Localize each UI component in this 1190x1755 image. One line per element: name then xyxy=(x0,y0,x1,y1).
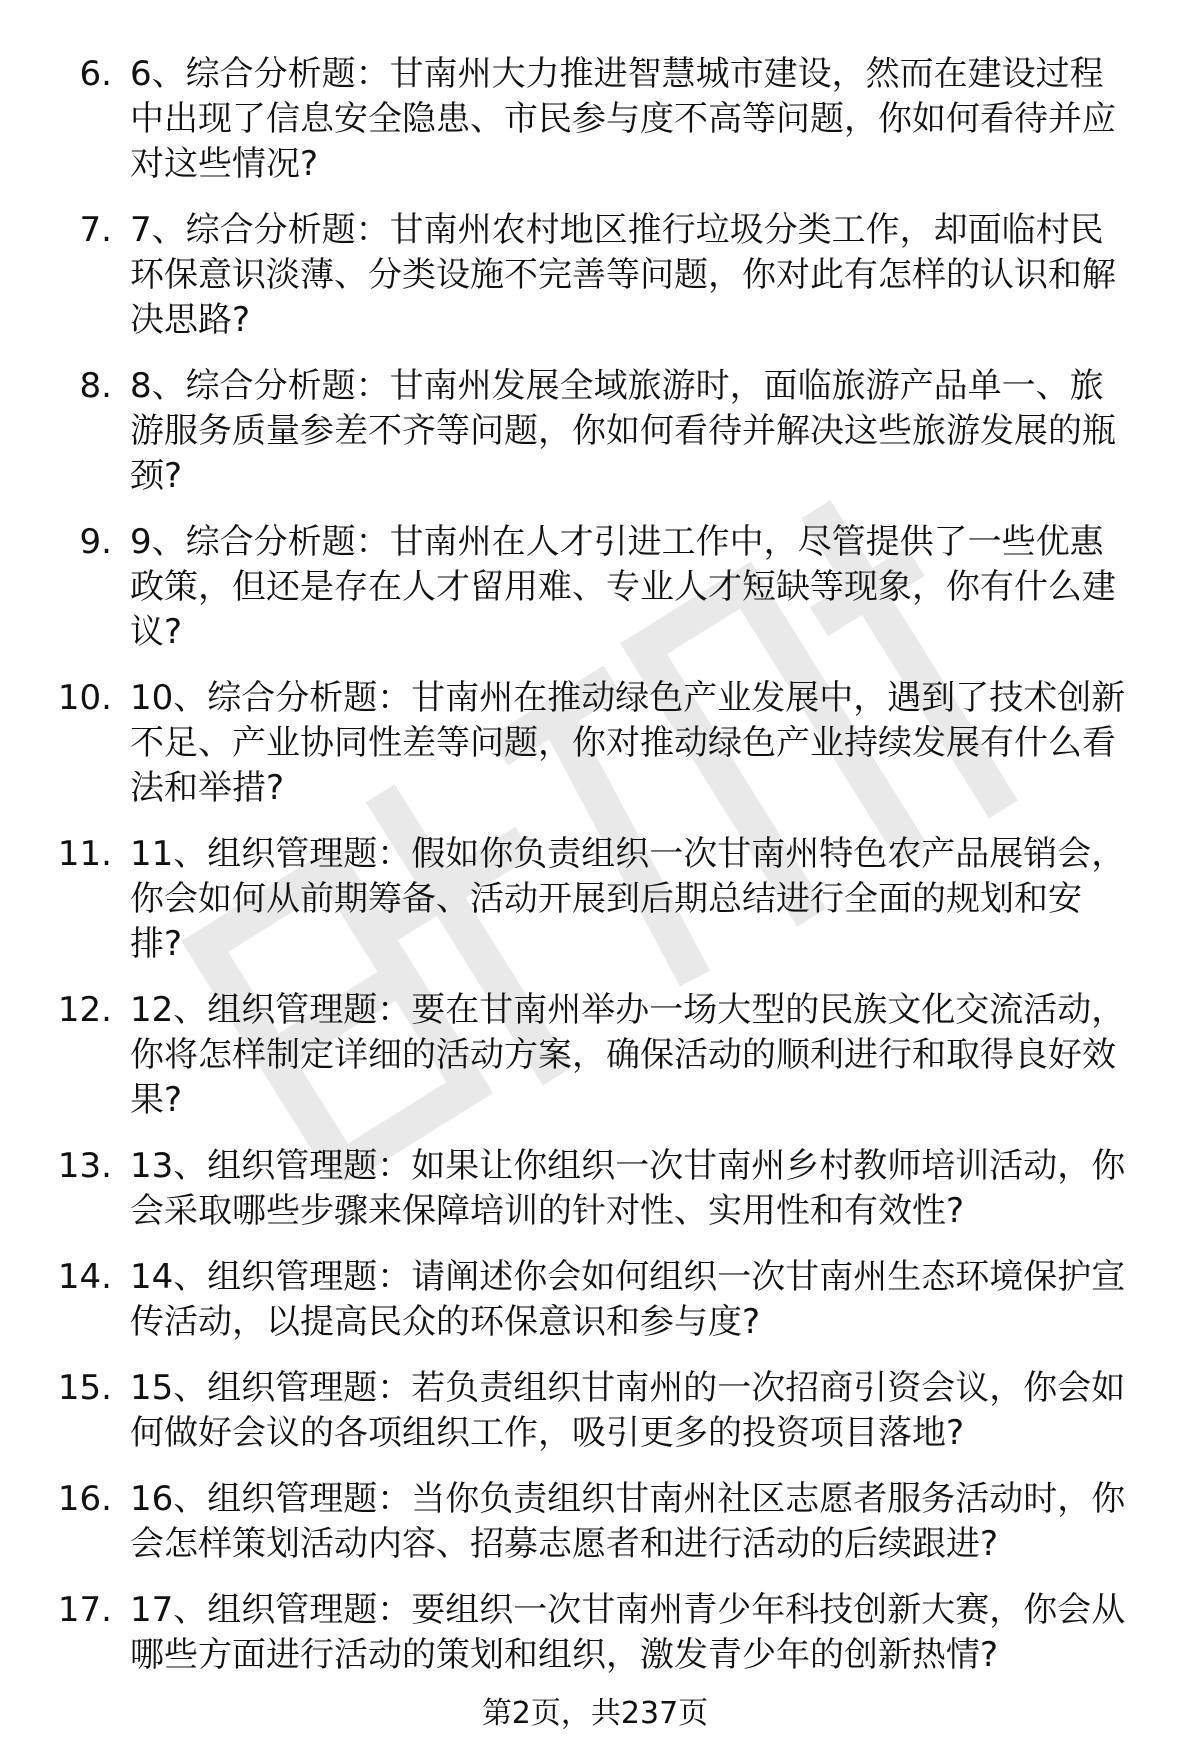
question-item xyxy=(0,1588,1190,1678)
question-number: 10. xyxy=(57,678,112,718)
question-item xyxy=(0,1366,1190,1456)
question-number: 17. xyxy=(57,1590,112,1630)
question-text: 12、组织管理题：要在甘南州举办一场大型的民族文化交流活动，你将怎样制定详细的活动方案，确保活动的顺利进行和取得良好效果? xyxy=(130,990,1126,1120)
page-number: 第2页，共237页 xyxy=(481,1696,709,1731)
question-number: 13. xyxy=(57,1146,112,1186)
question-item xyxy=(0,208,1190,343)
question-text: 7、综合分析题：甘南州农村地区推行垃圾分类工作，却面临村民环保意识淡薄、分类设施不完善等问题，你对此有怎样的认识和解决思路? xyxy=(130,210,1116,340)
question-text: 13、组织管理题：如果让你组织一次甘南州乡村教师培训活动，你会采取哪些步骤来保障培训的针对性、实用性和有效性? xyxy=(130,1146,1126,1231)
question-text: 16、组织管理题：当你负责组织甘南州社区志愿者服务活动时，你会怎样策划活动内容、招募志愿者和进行活动的后续跟进? xyxy=(130,1479,1126,1564)
question-item xyxy=(0,988,1190,1123)
question-number: 14. xyxy=(57,1257,112,1297)
question-text: 14、组织管理题：请阐述你会如何组织一次甘南州生态环境保护宣传活动，以提高民众的环保意识和参与度? xyxy=(130,1257,1126,1342)
question-number: 12. xyxy=(57,990,112,1030)
question-item xyxy=(0,52,1190,187)
question-number: 15. xyxy=(57,1368,112,1408)
question-item xyxy=(0,364,1190,499)
question-item xyxy=(0,520,1190,655)
question-text: 8、综合分析题：甘南州发展全域旅游时，面临旅游产品单一、旅游服务质量参差不齐等问题，你如何看待并解决这些旅游发展的瓶颈? xyxy=(130,366,1116,496)
question-number: 6. xyxy=(79,54,112,94)
question-number: 8. xyxy=(79,366,112,406)
question-number: 11. xyxy=(57,834,112,874)
question-list xyxy=(0,52,1190,1699)
question-text: 17、组织管理题：要组织一次甘南州青少年科技创新大赛，你会从哪些方面进行活动的策划和组织，激发青少年的创新热情? xyxy=(130,1590,1126,1675)
question-text: 9、综合分析题：甘南州在人才引进工作中，尽管提供了一些优惠政策，但还是存在人才留用难、专业人才短缺等现象，你有什么建议? xyxy=(130,522,1116,652)
question-number: 16. xyxy=(57,1479,112,1519)
question-text: 11、组织管理题：假如你负责组织一次甘南州特色农产品展销会，你会如何从前期筹备、活动开展到后期总结进行全面的规划和安排? xyxy=(130,834,1126,964)
question-item xyxy=(0,832,1190,967)
question-item xyxy=(0,1477,1190,1567)
question-text: 10、综合分析题：甘南州在推动绿色产业发展中，遇到了技术创新不足、产业协同性差等问题，你对推动绿色产业持续发展有什么看法和举措? xyxy=(130,678,1126,808)
question-text: 15、组织管理题：若负责组织甘南州的一次招商引资会议，你会如何做好会议的各项组织工作，吸引更多的投资项目落地? xyxy=(130,1368,1126,1453)
question-number: 7. xyxy=(79,210,112,250)
question-item xyxy=(0,1144,1190,1234)
question-item xyxy=(0,1255,1190,1345)
question-number: 9. xyxy=(79,522,112,562)
question-text: 6、综合分析题：甘南州大力推进智慧城市建设，然而在建设过程中出现了信息安全隐患、市民参与度不高等问题，你如何看待并应对这些情况? xyxy=(130,54,1116,184)
question-item xyxy=(0,676,1190,811)
